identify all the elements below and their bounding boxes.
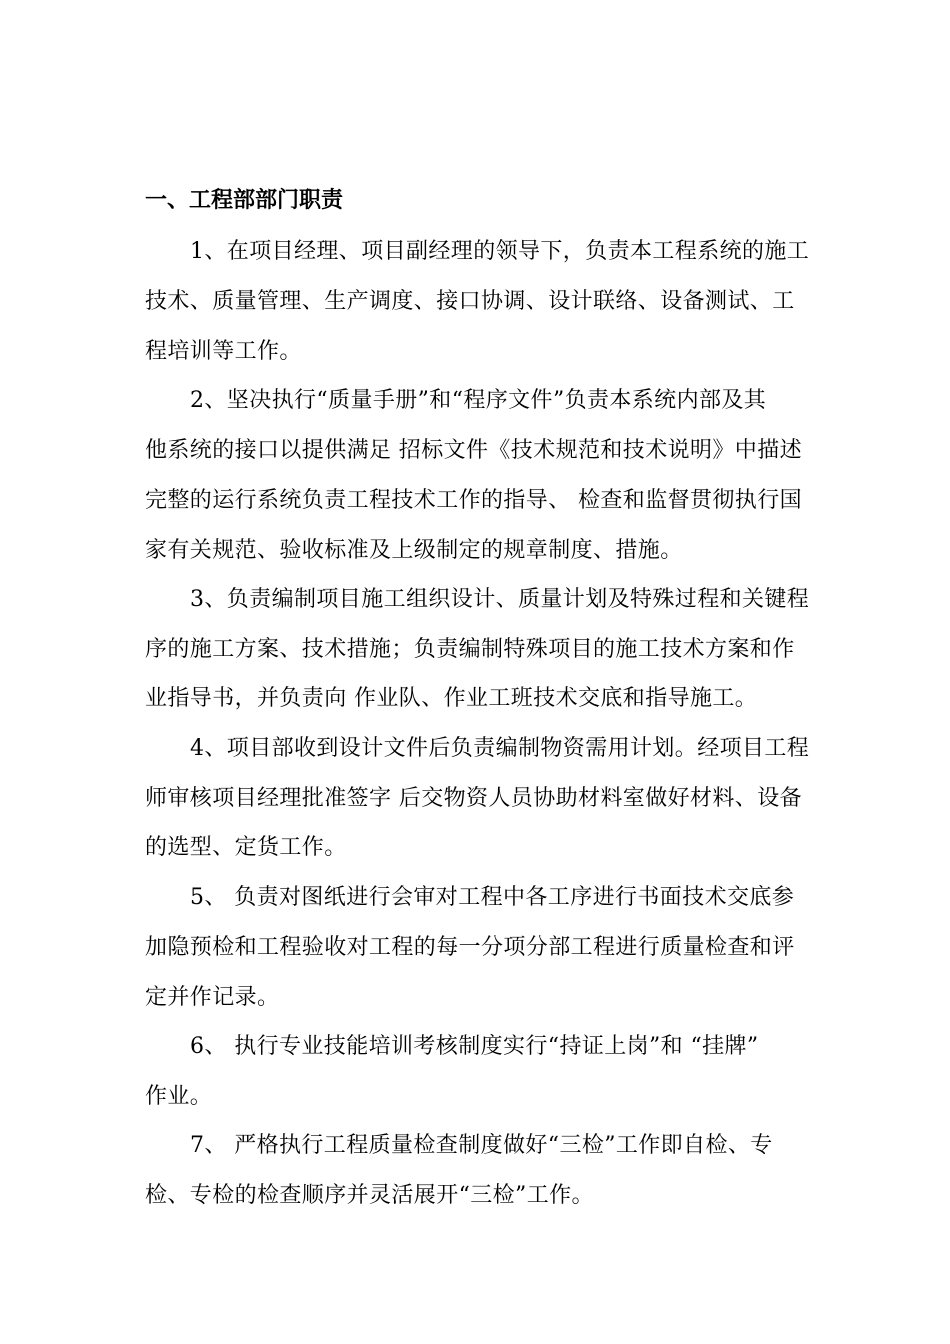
- paragraph-6-line-2: 作业。: [145, 1084, 213, 1109]
- paragraph-1-line-1: 1、在项目经理、项目副经理的领导下，负责本工程系统的施工: [190, 239, 810, 264]
- paragraph-2-line-1: 2、坚决执行“质量手册”和“程序文件”负责本系统内部及其: [190, 388, 767, 413]
- paragraph-5-line-1: 5、 负责对图纸进行会审对工程中各工序进行书面技术交底参: [190, 885, 795, 910]
- paragraph-1-line-2: 技术、质量管理、生产调度、接口协调、设计联络、设备测试、工: [145, 289, 795, 314]
- paragraph-2-line-2: 他系统的接口以提供满足 招标文件《技术规范和技术说明》中描述: [145, 438, 802, 463]
- paragraph-1-line-3: 程培训等工作。: [145, 339, 302, 364]
- paragraph-5-line-3: 定并作记录。: [145, 985, 280, 1010]
- paragraph-3-line-1: 3、负责编制项目施工组织设计、质量计划及特殊过程和关键程: [190, 587, 810, 612]
- paragraph-2-line-3: 完整的运行系统负责工程技术工作的指导、 检查和监督贯彻执行国: [145, 488, 802, 513]
- paragraph-2-line-4: 家有关规范、验收标准及上级制定的规章制度、措施。: [145, 538, 683, 563]
- paragraph-3-line-2: 序的施工方案、技术措施；负责编制特殊项目的施工技术方案和作: [145, 637, 795, 662]
- section-heading: 一、工程部部门职责: [145, 187, 344, 213]
- paragraph-4-line-2: 师审核项目经理批准签字 后交物资人员协助材料室做好材料、设备: [145, 786, 802, 811]
- paragraph-3-line-3: 业指导书，并负责向 作业队、作业工班技术交底和指导施工。: [145, 686, 758, 711]
- paragraph-5-line-2: 加隐预检和工程验收对工程的每一分项分部工程进行质量检查和评: [145, 935, 795, 960]
- paragraph-7-line-2: 检、专检的检查顺序并灵活展开“三检”工作。: [145, 1183, 594, 1208]
- paragraph-4-line-3: 的选型、定货工作。: [145, 835, 347, 860]
- paragraph-7-line-1: 7、 严格执行工程质量检查制度做好“三检”工作即自检、专: [190, 1133, 773, 1158]
- paragraph-6-line-1: 6、 执行专业技能培训考核制度实行“持证上岗”和 “挂牌”: [190, 1034, 759, 1059]
- paragraph-4-line-1: 4、项目部收到设计文件后负责编制物资需用计划。经项目工程: [190, 736, 810, 761]
